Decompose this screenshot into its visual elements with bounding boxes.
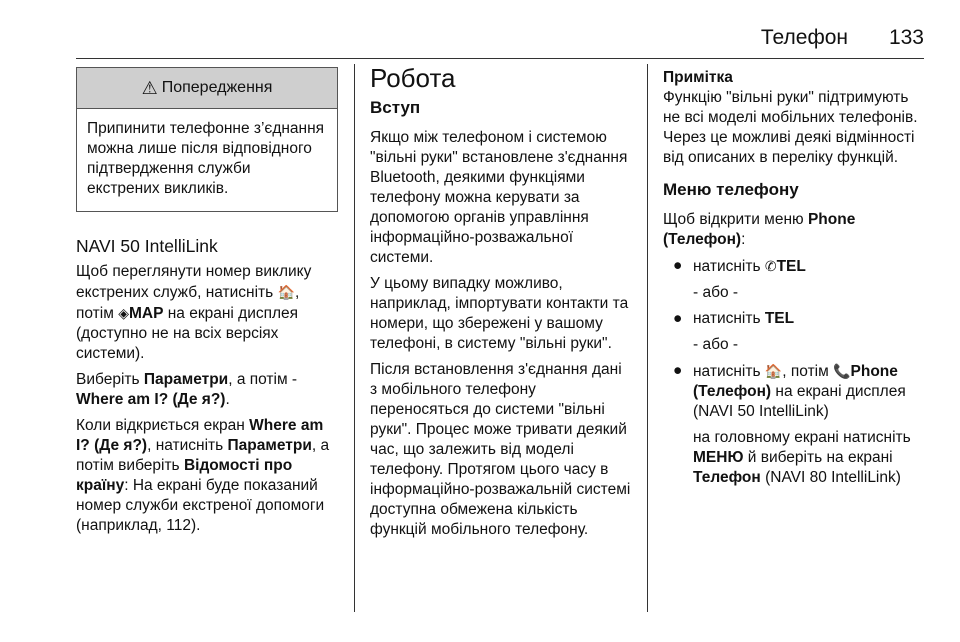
operation-paragraph-1: Якщо між телефоном і системою "вільні руки" встановлене з'єднання Bluetooth, деякими функціями телефону можна керувати за допомогою органів управління інформаційно-розважальної системи.: [370, 129, 628, 266]
note-title: Примітка: [663, 69, 733, 86]
column-divider-1: [354, 64, 355, 612]
bullet-dot: ●: [673, 362, 683, 379]
warning-box: [76, 67, 338, 212]
or-separator-1: - або -: [693, 284, 739, 301]
navi50-paragraph-3: Коли відкриється екран Where am I? (Де я?), натисніть Параметри, а потім виберіть Відомості про країну: На екрані буде показаний номер служби екстреної допомоги (наприклад, 112).: [76, 417, 330, 534]
or-separator-2: - або -: [693, 336, 739, 353]
page-number: 133: [888, 26, 924, 49]
operation-paragraph-3: Після встановлення з'єднання дані з мобільного телефону переносяться до системи "вільні руки". Процес може тривати деякий час, що залежить від моделі телефону. Протягом цього часу в інформаційно-розважальній системі доступна обмежена кількість функцій мобільного телефону.: [370, 361, 631, 538]
warning-text: Припинити телефонне з’єднання можна лише після відповідного підтвердження служби екстрених викликів.: [87, 120, 325, 197]
home-icon: 🏠: [277, 284, 295, 300]
navi50-paragraph-1: Щоб переглянути номер виклику екстрених служб, натисніть 🏠, потім ◈MAP на екрані дисплея (доступно не на всіх версіях системи).: [76, 263, 312, 362]
header-rule: [76, 58, 924, 59]
menu-bullet-2: ● натисніть TEL: [673, 310, 795, 327]
note-text: Функцію "вільні руки" підтримують не всі моделі мобільних телефонів. Через це можливі деякі відмінності від описаних в переліку функцій.: [663, 89, 918, 166]
page-header: [0, 0, 960, 64]
tel-key-icon: ✆: [764, 258, 777, 274]
menu-intro: Щоб відкрити меню Phone (Телефон):: [663, 211, 856, 248]
section-title: Телефон: [760, 26, 848, 49]
home-icon: 🏠: [764, 363, 783, 379]
column-divider-2: [647, 64, 648, 612]
navi50-paragraph-2: Виберіть Параметри, а потім - Where am I? (Де я?).: [76, 371, 298, 408]
warning-icon: ⚠: [141, 78, 158, 98]
warning-title: Попередження: [161, 79, 273, 96]
operation-title: Робота: [370, 63, 456, 93]
navi50-heading: NAVI 50 IntelliLink: [76, 236, 218, 256]
column-right: [663, 64, 925, 494]
menu-heading: Меню телефону: [663, 180, 799, 199]
warning-header: [77, 68, 337, 109]
bullet-dot: ●: [673, 257, 683, 274]
menu-bullet-1: ● натисніть ✆TEL: [673, 257, 806, 275]
menu-bullet-3: ● натисніть 🏠, потім 📞Phone (Телефон) на екрані дисплея (NAVI 50 IntelliLink): [673, 362, 906, 420]
phone-icon: 📞: [833, 363, 851, 379]
bullet-dot: ●: [673, 310, 683, 327]
column-middle: [370, 64, 632, 546]
menu-bullet-3-continuation: на головному екрані натисніть МЕНЮ й виберіть на екрані Телефон (NAVI 80 IntelliLink): [693, 429, 911, 486]
column-left: [76, 64, 338, 542]
operation-paragraph-2: У цьому випадку можливо, наприклад, імпортувати контакти та номери, що збережені у вашому телефоні, в систему "вільні руки".: [370, 275, 629, 352]
note-block: [663, 68, 925, 168]
intro-heading: Вступ: [370, 98, 421, 117]
nav-icon: ◈: [118, 305, 129, 321]
